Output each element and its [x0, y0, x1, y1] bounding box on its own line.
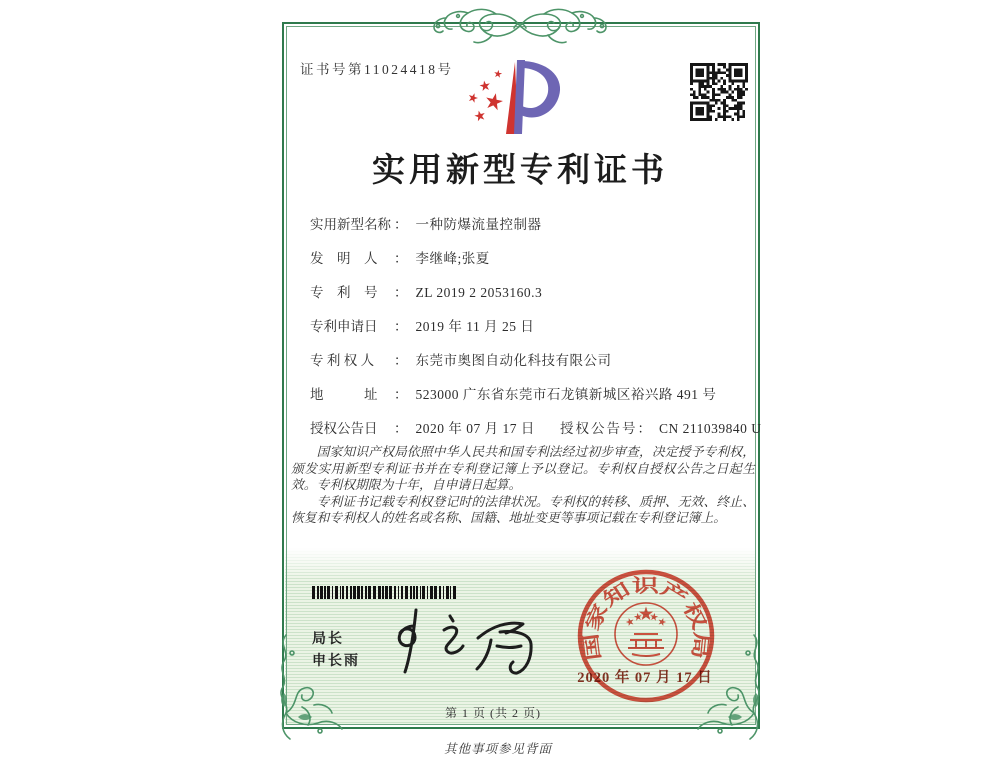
official-seal — [574, 568, 718, 708]
field-row: 专 利 号 ： ZL 2019 2 2053160.3 — [310, 281, 750, 301]
field-label: 授权公告号 — [560, 421, 638, 436]
field-label: 发 明 人 — [310, 251, 378, 266]
field-value: ZL 2019 2 2053160.3 — [415, 285, 543, 300]
field-label: 实用新型名称 — [310, 217, 391, 232]
national-emblem-icon — [615, 603, 677, 665]
certificate-title: 实用新型专利证书 — [372, 153, 668, 189]
legal-paragraph: 专利证书记载专利权登记时的法律状况。专利权的转移、质押、无效、终止、恢复和专利权人的姓名或名称、国籍、地址变更等事项记载在专利登记簿上。 — [291, 494, 755, 526]
field-row: 地 址 ： 523000 广东省东莞市石龙镇新城区裕兴路 491 号 — [310, 383, 750, 403]
commissioner-block — [312, 627, 360, 671]
field-value: 523000 广东省东莞市石龙镇新城区裕兴路 491 号 — [415, 387, 717, 402]
field-row: 专 利 权 人 ： 东莞市奥图自动化科技有限公司 — [310, 349, 750, 369]
commissioner-signature — [378, 596, 548, 686]
field-label: 地 址 — [310, 387, 378, 402]
dragon-ornament-icon — [428, 4, 612, 50]
seal-ring-text: 国家知识产权局 — [581, 575, 712, 662]
commissioner-title: 局长 — [312, 630, 344, 646]
field-value: 2019 年 11 月 25 日 — [415, 319, 535, 334]
legal-text — [291, 444, 755, 527]
field-list — [310, 213, 762, 451]
field-value: 一种防爆流量控制器 — [415, 217, 542, 232]
certificate-number: 证书号第11024418号 — [300, 62, 454, 77]
field-row: 发 明 人 ： 李继峰;张夏 — [310, 247, 750, 267]
page-number: 第 1 页 (共 2 页) — [445, 706, 541, 720]
cnipa-logo-icon — [458, 54, 578, 149]
field-row: 实用新型名称 ： 一种防爆流量控制器 — [310, 213, 750, 233]
commissioner-name: 申长雨 — [312, 652, 360, 668]
legal-paragraph: 国家知识产权局依照中华人民共和国专利法经过初步审查，决定授予专利权，颁发实用新型专利证书并在专利登记簿上予以登记。专利权自授权公告之日起生效。专利权期限为十年，自申请日起算。 — [291, 445, 755, 493]
field-label: 专 利 号 — [310, 285, 378, 300]
field-label: 专 利 权 人 — [310, 353, 375, 368]
field-label: 专利申请日 — [310, 319, 378, 334]
field-value: CN 211039840 U — [659, 421, 762, 436]
seal-date: 2020 年 07 月 17 日 — [577, 670, 713, 686]
field-value: 东莞市奥图自动化科技有限公司 — [415, 353, 612, 368]
field-label: 授权公告日 — [310, 421, 378, 436]
qr-code — [690, 63, 748, 121]
field-row: 专利申请日 ： 2019 年 11 月 25 日 — [310, 315, 750, 335]
field-value: 李继峰;张夏 — [415, 251, 490, 266]
back-note: 其他事项参见背面 — [443, 742, 552, 756]
field-row-grant: 授权公告日 ： 2020 年 07 月 17 日 授权公告号 ： CN 211039840 U — [310, 417, 750, 437]
field-value: 2020 年 07 月 17 日 — [415, 421, 535, 436]
